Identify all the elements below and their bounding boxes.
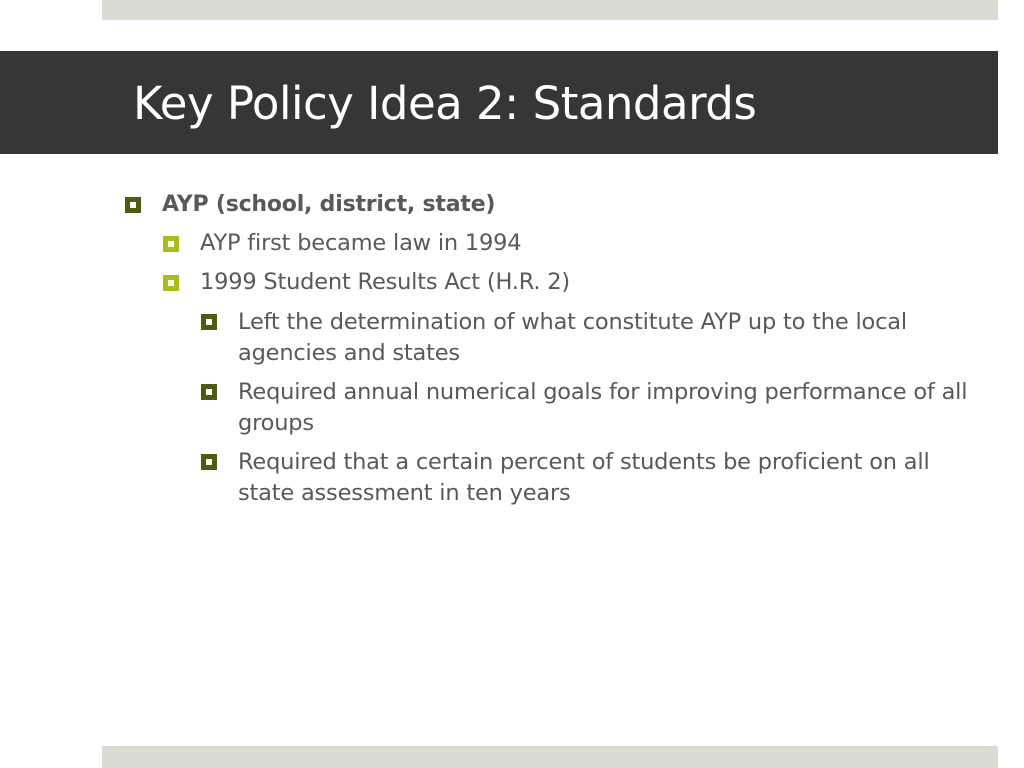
bullet-item-level1 <box>162 189 962 220</box>
bullet-item-level3 <box>238 307 978 369</box>
bullet-item-level2 <box>200 228 960 259</box>
bullet-text: AYP (school, district, state) <box>162 192 496 217</box>
square-bullet-icon <box>201 454 217 470</box>
bullet-item-level3 <box>238 377 978 439</box>
square-bullet-icon <box>163 275 179 291</box>
bullet-text: Required annual numerical goals for improving performance of all groups <box>238 379 968 436</box>
square-bullet-icon <box>201 314 217 330</box>
bullet-text: AYP first became law in 1994 <box>200 230 522 256</box>
bullet-item-level2 <box>200 267 960 298</box>
bullet-text: Left the determination of what constitute AYP up to the local agencies and states <box>238 309 907 366</box>
top-decorative-band <box>102 0 998 20</box>
square-bullet-icon <box>125 197 141 213</box>
slide-title: Key Policy Idea 2: Standards <box>133 77 757 130</box>
bottom-decorative-band <box>102 746 998 768</box>
bullet-item-level3 <box>238 447 978 509</box>
square-bullet-icon <box>201 384 217 400</box>
bullet-text: Required that a certain percent of students be proficient on all state assessment in ten years <box>238 449 930 506</box>
square-bullet-icon <box>163 236 179 252</box>
bullet-text: 1999 Student Results Act (H.R. 2) <box>200 269 570 295</box>
